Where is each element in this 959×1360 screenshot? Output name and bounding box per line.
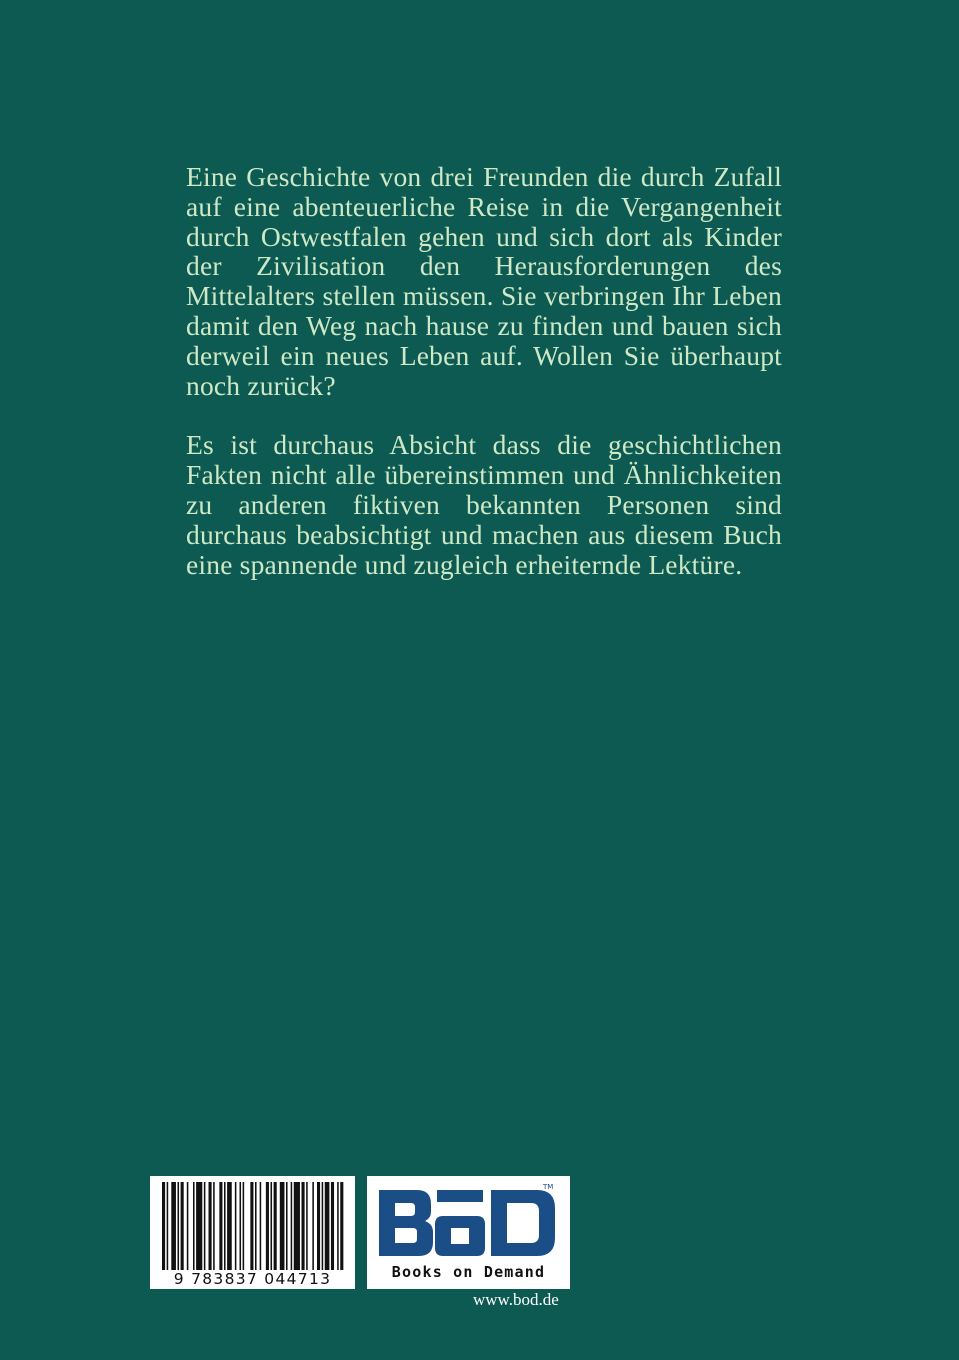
barcode-bar — [266, 1182, 269, 1270]
barcode-bar — [317, 1182, 320, 1270]
barcode-bar — [187, 1182, 189, 1270]
barcode-bar — [291, 1182, 293, 1270]
barcode-bar — [322, 1182, 324, 1270]
barcode-digits: 9 783837 044713 — [173, 1270, 332, 1288]
barcode-bar — [280, 1182, 285, 1270]
isbn-barcode — [150, 1176, 355, 1289]
barcode-bar — [209, 1182, 212, 1270]
barcode-bar — [219, 1182, 222, 1270]
blurb-paragraph-1: Eine Geschichte von drei Freunden die durch Zufall auf eine abenteuerliche Reise in die Vergangenheit durch Ostwestfalen gehen und sich dort als Kinder der Zivilisation den Herausforderungen des Mittelalters stellen müssen. Sie verbringen Ihr Leben damit den Weg nach hause zu finden und bauen sich derweil ein neues Leben auf. Wollen Sie überhaupt noch zurück? — [186, 161, 782, 401]
barcode-bar — [271, 1182, 273, 1270]
barcode-bar — [193, 1182, 195, 1270]
bod-logo-mark — [367, 1176, 570, 1262]
blurb-text — [186, 162, 782, 609]
barcode-bar — [312, 1182, 314, 1270]
barcode-bar — [337, 1182, 339, 1270]
barcode-bar — [204, 1182, 206, 1270]
barcode-bar — [162, 1182, 165, 1270]
barcode-bar — [224, 1182, 226, 1270]
barcode-bar — [240, 1182, 242, 1270]
blurb-paragraph-2: Es ist durchaus Absicht dass die geschichtlichen Fakten nicht alle übereinstimmen und Ähnlichkeiten zu anderen fiktiven bekannten Personen sind durchaus beabsichtigt und machen aus diesem Buch eine spannende und zugleich erheiternde Lektüre. — [186, 429, 782, 580]
barcode-bar — [196, 1182, 202, 1270]
barcode-bar — [340, 1182, 343, 1270]
bod-tagline: Books on Demand — [391, 1263, 546, 1281]
trademark-mark: TM — [543, 1183, 554, 1191]
barcode-bar — [213, 1182, 215, 1270]
barcode-bar — [302, 1182, 305, 1270]
barcode-bars — [150, 1176, 355, 1272]
barcode-bar — [255, 1182, 257, 1270]
barcode-bar — [178, 1182, 180, 1270]
barcode-bar — [235, 1182, 237, 1270]
barcode-bar — [286, 1182, 288, 1270]
barcode-bar — [260, 1182, 262, 1270]
barcode-bar — [171, 1182, 176, 1270]
publisher-url: www.bod.de — [473, 1290, 559, 1309]
barcode-bar — [181, 1182, 184, 1270]
barcode-bar — [294, 1182, 300, 1270]
barcode-bar — [274, 1182, 277, 1270]
barcode-bar — [325, 1182, 330, 1270]
barcode-bar — [306, 1182, 308, 1270]
barcode-bar — [227, 1182, 232, 1270]
barcode-bar — [167, 1182, 169, 1270]
barcode-bar — [331, 1182, 334, 1270]
barcode-bar — [250, 1182, 253, 1270]
bod-logo — [367, 1176, 570, 1289]
barcode-bar — [243, 1182, 245, 1270]
